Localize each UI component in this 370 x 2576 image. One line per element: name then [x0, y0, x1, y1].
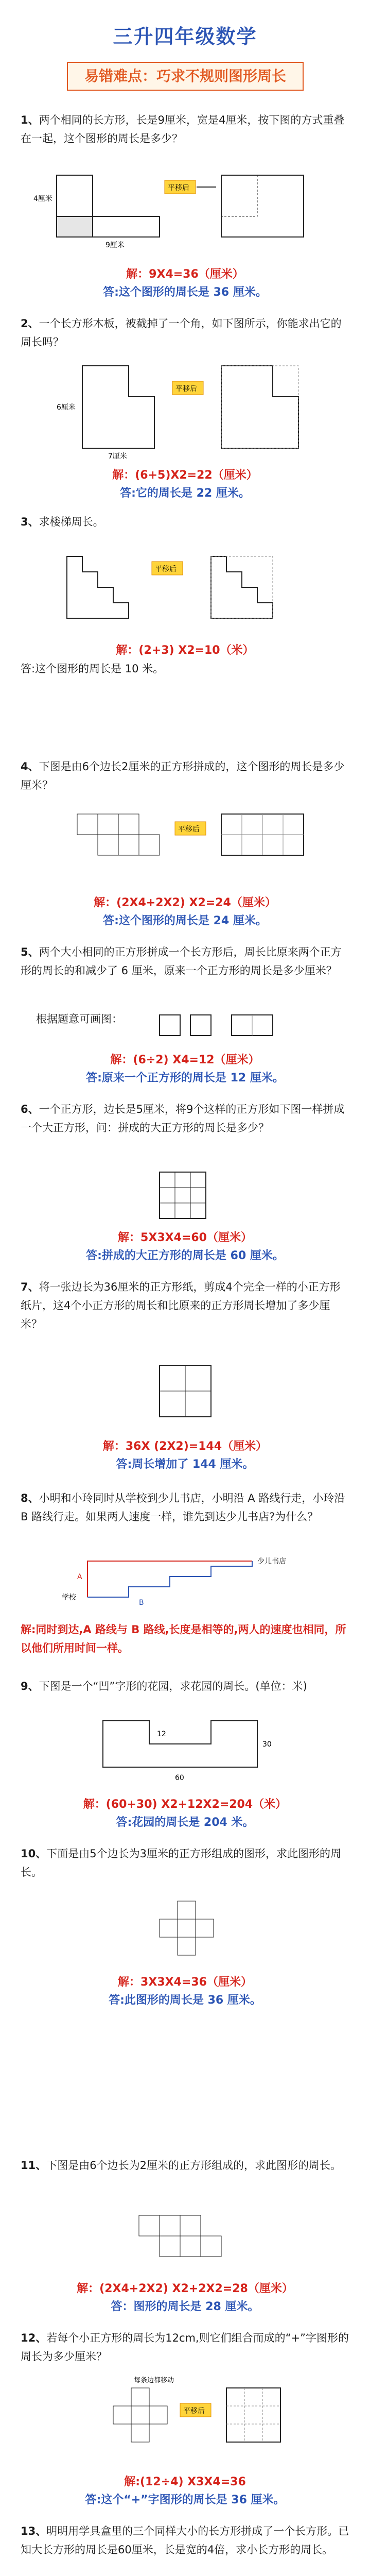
q4-figure	[67, 804, 314, 881]
question-2: 2、一个长方形木板，被截掉了一个角，如下图所示，你能求出它的周长吗？	[21, 317, 342, 348]
svg-text:A: A	[77, 1573, 82, 1581]
q9-answer: 答:花园的周长是 204 米。	[116, 1816, 254, 1829]
q1-solution: 解：9X4=36（厘米）	[126, 268, 244, 281]
question-1: 1、两个相同的长方形，长是9厘米，宽是4厘米，按下图的方式重叠在一起，这个图形的周长是多少？	[21, 114, 345, 145]
svg-text:平移后: 平移后	[178, 825, 200, 834]
q6-figure	[154, 1167, 216, 1229]
q9-solution: 解：(60+30) X2+12X2=204（米）	[83, 1798, 287, 1811]
svg-text:12: 12	[157, 1730, 166, 1738]
q5-answer: 答:原来一个正方形的周长是 12 厘米。	[86, 1072, 284, 1084]
q2-answer: 答:它的周长是 22 厘米。	[120, 487, 250, 500]
question-7: 7、将一张边长为36厘米的正方形纸，剪成4个完全一样的小正方形纸片，这4个小正方形的周长和比原来的正方形周长增加了多少厘米？	[21, 1281, 341, 1330]
question-9: 9、下图是一个“凹”字形的花园，求花园的周长。(单位：米)	[21, 1680, 307, 1692]
q5-figure	[154, 1010, 319, 1041]
q6-solution: 解：5X3X4=60（厘米）	[118, 1231, 252, 1244]
q10-answer: 答:此图形的周长是 36 厘米。	[109, 1994, 261, 2007]
question-6: 6、一个正方形，边长是5厘米，将9个这样的正方形如下图一样拼成一个大正方形，问：拼成的大正方形的周长是多少？	[21, 1103, 345, 1134]
q12-figure	[103, 2375, 288, 2468]
svg-text:B: B	[139, 1599, 144, 1607]
question-10: 10、下面是由5个边长为3厘米的正方形组成的图形，求此图形的周长。	[21, 1848, 341, 1878]
q11-figure	[134, 2210, 247, 2272]
svg-text:4厘米: 4厘米	[33, 195, 52, 203]
q6-answer: 答:拼成的大正方形的周长是 60 厘米。	[86, 1249, 284, 1262]
q11-answer: 答：图形的周长是 28 厘米。	[111, 2300, 259, 2313]
svg-text:学校: 学校	[62, 1594, 76, 1602]
q12-solution: 解:(12÷4) X3X4=36	[124, 2476, 246, 2488]
question-8: 8、小明和小玲同时从学校到少儿书店，小明沿 A 路线行走，小玲沿 B 路线行走。如果两人速度一样，谁先到达少儿书店?为什么？	[21, 1492, 345, 1523]
q4-answer: 答:这个图形的周长是 24 厘米。	[103, 914, 267, 927]
q8-figure	[62, 1551, 309, 1607]
svg-text:平移后: 平移后	[175, 385, 197, 393]
q2-figure	[57, 361, 309, 464]
q7-solution: 解：36X (2X2)=144（厘米）	[102, 1440, 268, 1453]
q7-figure	[154, 1360, 216, 1422]
q9-figure	[93, 1710, 278, 1788]
q5-solution: 解：(6÷2) X4=12（厘米）	[110, 1054, 260, 1066]
question-13: 13、明明用学具盒里的三个同样大小的长方形拼成了一个长方形。已知大长方形的周长是60厘米，长是宽的4倍，求小长方形的周长。	[21, 2525, 349, 2556]
question-4: 4、下图是由6个边长2厘米的正方形拼成的，这个图形的周长是多少厘米？	[21, 760, 345, 791]
q7-answer: 答:周长增加了 144 厘米。	[116, 1458, 254, 1471]
question-3: 3、求楼梯周长。	[21, 516, 104, 528]
svg-text:少儿书店: 少儿书店	[257, 1557, 286, 1566]
q1-answer: 答:这个图形的周长是 36 厘米。	[103, 286, 267, 299]
question-5: 5、两个大小相同的正方形拼成一个长方形后，周长比原来两个正方形的周长的和减少了 6 厘米，原来一个正方形的周长是多少厘米？	[21, 946, 342, 977]
q3-answer: 答:这个图形的周长是 10 米。	[21, 663, 164, 675]
page-title: 三升四年级数学	[113, 25, 257, 48]
svg-text:30: 30	[262, 1740, 272, 1749]
svg-text:平移后: 平移后	[168, 184, 189, 192]
q4-solution: 解：(2X4+2X2) X2=24（厘米）	[94, 896, 276, 909]
svg-text:每条边都移动: 每条边都移动	[134, 2377, 174, 2384]
q3-solution: 解：(2+3) X2=10（米）	[116, 644, 254, 657]
svg-text:6厘米: 6厘米	[57, 403, 76, 412]
svg-text:9厘米: 9厘米	[105, 241, 125, 249]
q5-hint: 根据题意可画图：	[36, 1013, 122, 1025]
q8-solution: 解:同时到达,A 路线与 B 路线,长度是相等的,两人的速度也相同，所以他们所用时间一样。	[21, 1623, 346, 1654]
question-12: 12、若每个小正方形的周长为12cm,则它们组合而成的“+”字图形的周长为多少厘米？	[21, 2332, 349, 2363]
question-11: 11、下图是由6个边长为2厘米的正方形组成的，求此图形的周长。	[21, 2159, 341, 2172]
q2-solution: 解：(6+5)X2=22（厘米）	[112, 469, 258, 482]
svg-text:平移后: 平移后	[183, 2407, 205, 2415]
q1-figure	[33, 170, 324, 258]
q10-figure	[154, 1896, 221, 1963]
q12-answer: 答:这个“+”字图形的周长是 36 厘米。	[85, 2494, 285, 2506]
q3-figure	[57, 546, 324, 634]
subtitle-banner: 易错难点：巧求不规则图形周长	[67, 62, 304, 91]
q10-solution: 解：3X3X4=36（厘米）	[118, 1976, 252, 1989]
q11-solution: 解：(2X4+2X2) X2+2X2=28（厘米）	[77, 2282, 293, 2295]
svg-text:平移后: 平移后	[155, 565, 177, 573]
svg-text:7厘米: 7厘米	[108, 452, 127, 461]
svg-text:60: 60	[175, 1774, 184, 1782]
